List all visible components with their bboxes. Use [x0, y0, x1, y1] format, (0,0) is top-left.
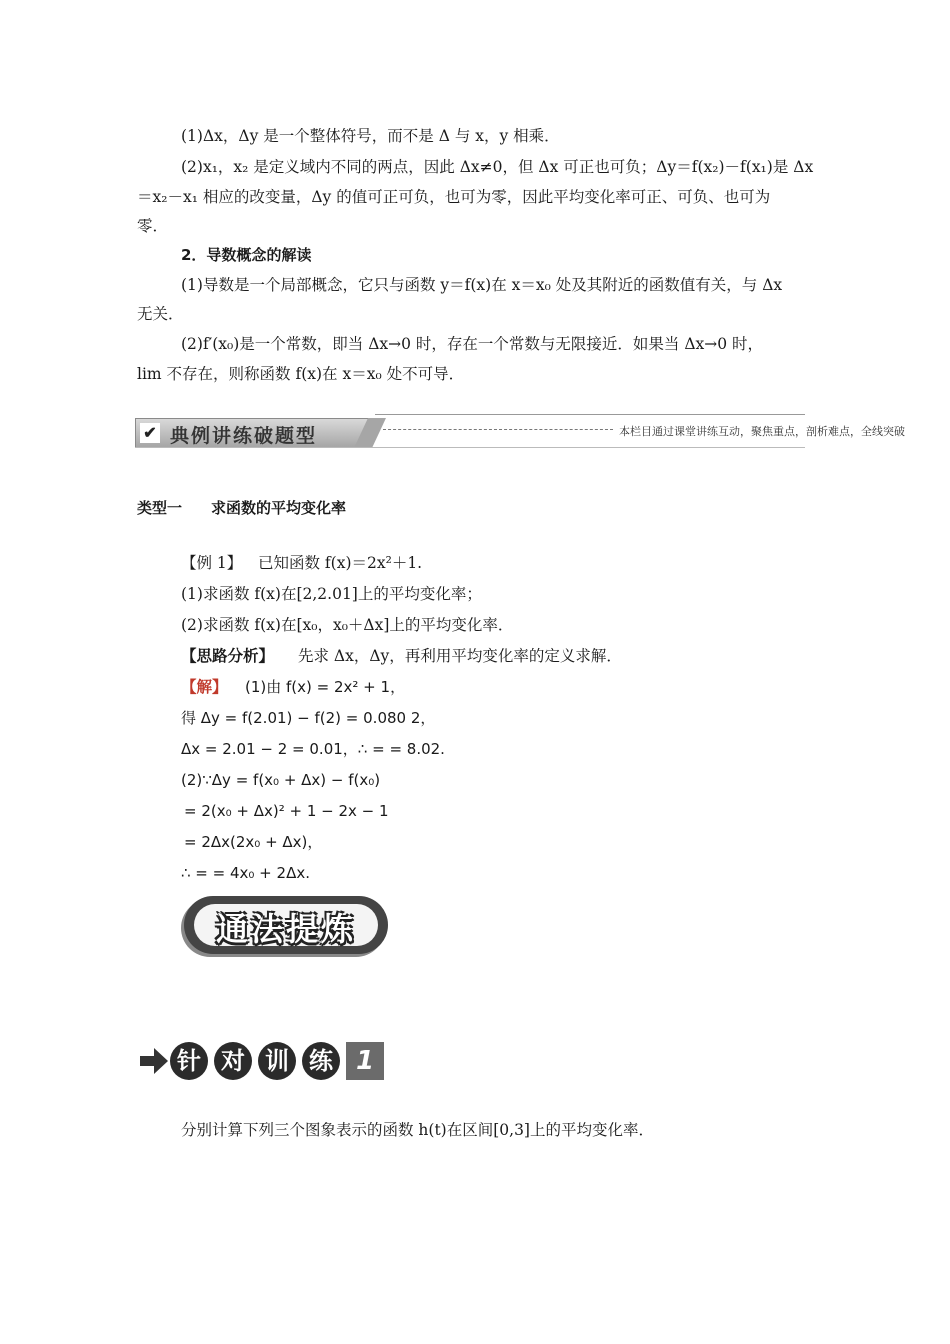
- section-heading: 2．导数概念的解读: [181, 246, 312, 264]
- exercise-text: 分别计算下列三个图象表示的函数 h(t)在区间[0,3]上的平均变化率．: [181, 1121, 654, 1139]
- banner-bottom-rule: [135, 447, 805, 448]
- example-label: 【例 1】: [181, 554, 243, 572]
- targeted-practice-header: [140, 1040, 390, 1082]
- note-2-line-1: (2)x₁，x₂ 是定义域内不同的两点，因此 Δx≠0，但 Δx 可正也可负；Δy＝f(x₂)－f(x₁)是 Δx: [181, 158, 814, 176]
- practice-char-1: 针: [170, 1042, 208, 1080]
- derivative-p2-line-1: (2)f′(x₀)是一个常数，即当 Δx→0 时，存在一个常数与无限接近．如果当 Δx→0 时，: [181, 335, 764, 353]
- derivative-p1-line-2: 无关．: [137, 305, 184, 323]
- method-summary-title: 通法提炼: [215, 910, 356, 948]
- note-2-line-3: 零．: [137, 217, 169, 235]
- example-question-1: (1)求函数 f(x)在[2,2.01]上的平均变化率；: [181, 585, 482, 603]
- arrow-head-icon: [154, 1048, 168, 1074]
- banner-top-rule: [375, 414, 805, 415]
- type-title: 求函数的平均变化率: [211, 499, 347, 517]
- note-1: (1)Δx，Δy 是一个整体符号，而不是 Δ 与 x，y 相乘．: [181, 127, 560, 145]
- solution-line-3: Δx = 2.01 − 2 = 0.01，∴ = = 8.02.: [181, 740, 445, 758]
- method-summary-badge: [184, 896, 388, 954]
- derivative-p2-line-2: lim 不存在，则称函数 f(x)在 x＝x₀ 处不可导．: [137, 365, 465, 383]
- check-icon: ✔: [140, 423, 160, 443]
- section-banner: [135, 414, 905, 450]
- solution-line-7: ∴ = = 4x₀ + 2Δx.: [181, 864, 310, 882]
- derivative-p1-line-1: (1)导数是一个局部概念，它只与函数 y＝f(x)在 x＝x₀ 处及其附近的函数值有关，与 Δx: [181, 276, 783, 294]
- solution-line-6: = 2Δx(2x₀ + Δx)，: [184, 833, 323, 851]
- banner-note: 本栏目通过课堂讲练互动，聚焦重点，剖析难点，全线突破: [619, 425, 905, 438]
- banner-title-bar: [135, 418, 369, 448]
- solution-line-2: 得 Δy = f(2.01) − f(2) = 0.080 2，: [181, 709, 436, 727]
- practice-char-3: 训: [258, 1042, 296, 1080]
- analysis-label: 【思路分析】: [181, 646, 275, 665]
- banner-dashed-line: [383, 429, 613, 430]
- solution-line-1: (1)由 f(x) = 2x² + 1，: [245, 678, 406, 696]
- example-question-2: (2)求函数 f(x)在[x₀，x₀＋Δx]上的平均变化率．: [181, 616, 514, 634]
- solution-label: 【解】: [181, 677, 228, 696]
- banner-title: 典例讲练破题型: [170, 425, 318, 447]
- arrow-right-icon: [140, 1056, 154, 1066]
- example-stem: 已知函数 f(x)＝2x²＋1.: [258, 554, 423, 572]
- practice-char-2: 对: [214, 1042, 252, 1080]
- note-2-line-2: ＝x₂－x₁ 相应的改变量，Δy 的值可正可负，也可为零，因此平均变化率可正、可负、也可为: [137, 188, 771, 206]
- solution-line-4: (2)∵Δy = f(x₀ + Δx) − f(x₀): [181, 771, 381, 789]
- analysis-text: 先求 Δx，Δy，再利用平均变化率的定义求解．: [298, 647, 622, 665]
- practice-number: 1: [346, 1042, 384, 1080]
- solution-line-5: = 2(x₀ + Δx)² + 1 − 2x − 1: [184, 802, 389, 820]
- practice-char-4: 练: [302, 1042, 340, 1080]
- type-label: 类型一: [137, 499, 183, 517]
